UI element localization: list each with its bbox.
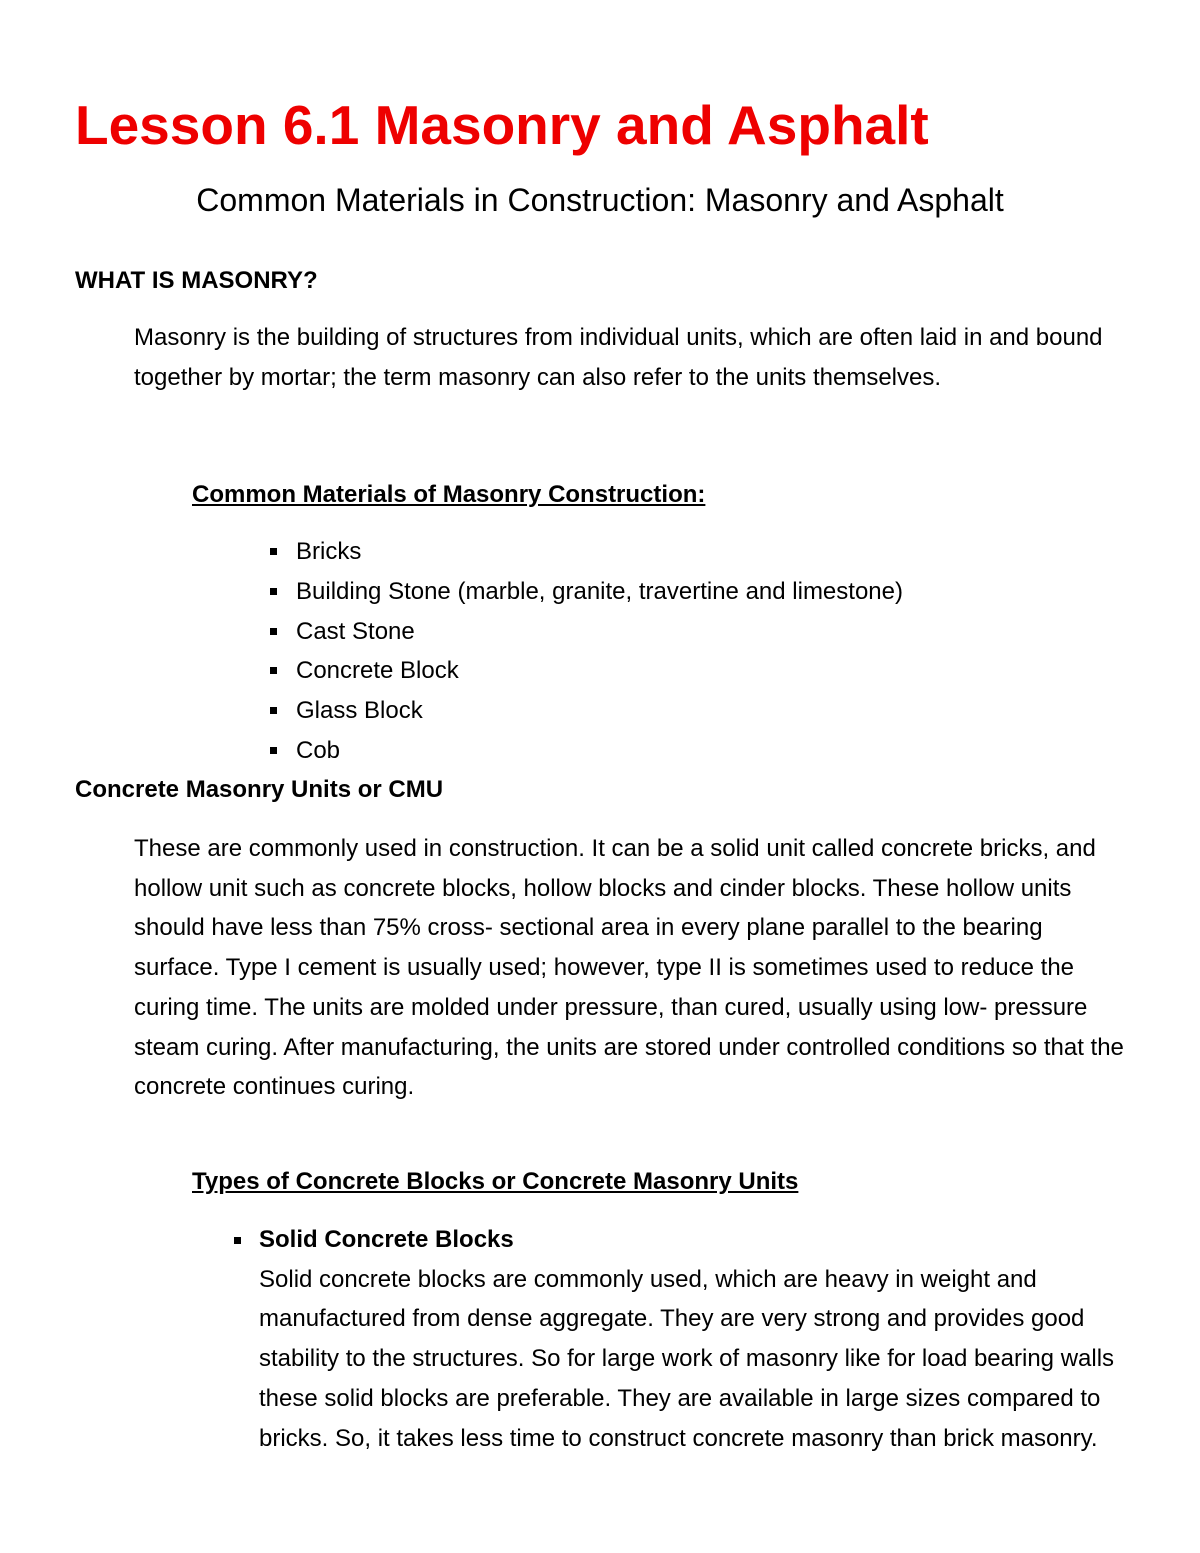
masonry-heading: WHAT IS MASONRY? — [75, 267, 318, 294]
material-label: Concrete Block — [296, 657, 459, 685]
materials-heading: Common Materials of Masonry Construction: — [192, 481, 706, 508]
block-type-description: Solid concrete blocks are commonly used, which are heavy in weight and manufactured from dense aggregate. They are very strong and provides good stability to the structures. So for large work of masonry like for load bearing walls these solid blocks are preferable. They are available in large sizes compared to bricks. So, it takes less time to construct concrete masonry than brick masonry. — [259, 1265, 1115, 1452]
material-label: Cast Stone — [296, 617, 415, 645]
page-subtitle: Common Materials in Construction: Masonry and Asphalt — [196, 182, 1004, 218]
list-item — [270, 691, 903, 731]
list-item — [270, 612, 903, 652]
list-item — [270, 731, 903, 771]
square-bullet-icon — [270, 707, 277, 714]
cmu-paragraph: These are commonly used in construction. It can be a solid unit called concrete bricks, and hollow unit such as concrete blocks, hollow blocks and cinder blocks. These hollow units should have less than 75% cross- sectional area in every plane parallel to the bearing surface. Type I cement is usually used; however, type II is sometimes used to reduce the curing time. The units are molded under pressure, than cured, usually using low- pressure steam curing. After manufacturing, the units are stored under controlled conditions so that the concrete continues curing. — [134, 835, 1124, 1101]
square-bullet-icon — [270, 588, 277, 595]
square-bullet-icon — [234, 1237, 241, 1244]
material-label: Cob — [296, 736, 341, 764]
page-title: Lesson 6.1 Masonry and Asphalt — [75, 94, 929, 156]
materials-list — [270, 532, 903, 771]
list-item — [270, 532, 903, 572]
material-label: Glass Block — [296, 697, 423, 725]
types-heading: Types of Concrete Blocks or Concrete Masonry Units — [192, 1168, 799, 1195]
material-label: Building Stone (marble, granite, travertine and limestone) — [296, 577, 903, 605]
cmu-heading: Concrete Masonry Units or CMU — [75, 776, 444, 803]
square-bullet-icon — [270, 667, 277, 674]
list-item — [270, 572, 903, 612]
square-bullet-icon — [270, 548, 277, 555]
block-type-title: Solid Concrete Blocks — [259, 1226, 514, 1253]
square-bullet-icon — [270, 628, 277, 635]
block-type-item — [234, 1220, 1134, 1458]
masonry-paragraph: Masonry is the building of structures from individual units, which are often laid in and bound together by mortar; the term masonry can also refer to the units themselves. — [134, 324, 1103, 391]
square-bullet-icon — [270, 747, 277, 754]
list-item — [270, 651, 903, 691]
material-label: Bricks — [296, 538, 362, 565]
